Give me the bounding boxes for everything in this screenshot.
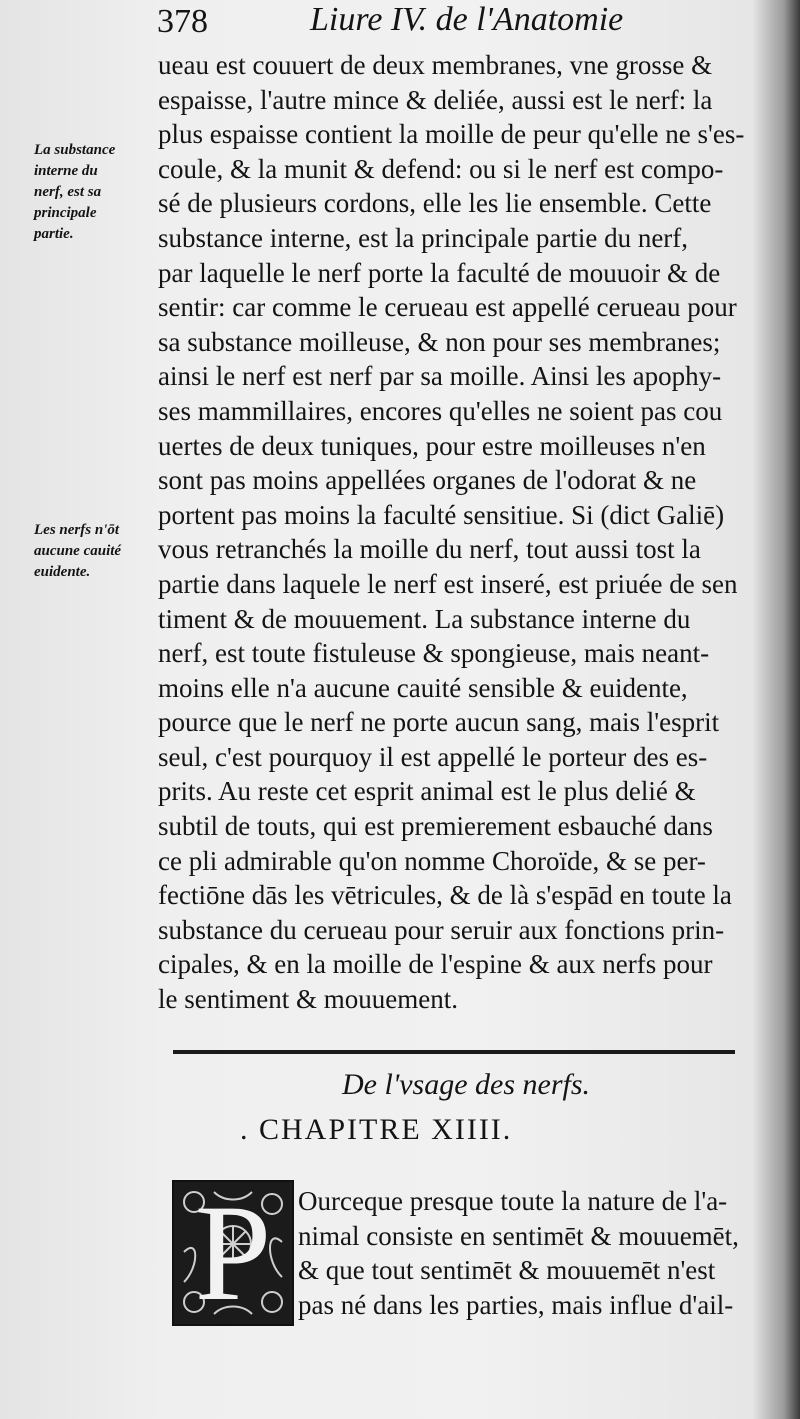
text-line: sa substance moilleuse, & non pour ses membranes; (158, 326, 721, 357)
body-text (158, 48, 768, 1017)
section-divider (173, 1050, 735, 1054)
decorated-initial (172, 1176, 294, 1329)
text-line: Ourceque presque toute la nature de l'a- (298, 1186, 728, 1216)
page-number: 378 (157, 3, 208, 40)
text-line: par laquelle le nerf porte la faculté de mouuoir & de (158, 257, 721, 288)
text-line: nerf, est toute fistuleuse & spongieuse, mais neant- (158, 638, 710, 669)
text-line: prits. Au reste cet esprit animal est le plus delié & (158, 776, 696, 807)
margin-note-substance (34, 140, 115, 245)
text-line: plus espaisse contient la moille de peur qu'elle ne s'es- (158, 119, 745, 150)
margin-note-line: La substance (34, 142, 116, 158)
text-line: & que tout sentimēt & mouuemēt n'est (298, 1255, 716, 1286)
running-title: Liure IV. de l'Anatomie (310, 1, 624, 38)
page-header (0, 0, 800, 44)
text-line: sont pas moins appellées organes de l'odorat & ne (158, 465, 697, 496)
section-title: De l'vsage des nerfs. (342, 1068, 591, 1101)
text-line: le sentiment & mouuement. (158, 984, 458, 1015)
margin-note-line: nerf, est sa (34, 184, 102, 200)
text-line: timent & de mouuement. La substance interne du (158, 603, 691, 634)
text-line: pource que le nerf ne porte aucun sang, mais l'esprit (158, 707, 720, 738)
chapter-text (298, 1184, 778, 1322)
text-line: nimal consiste en sentimēt & mouuemēt, (298, 1220, 739, 1251)
margin-note-line: Les nerfs n'ōt (34, 522, 120, 538)
text-line: seul, c'est pourquoy il est appellé le porteur des es- (158, 741, 708, 772)
text-line: ses mammillaires, encores qu'elles ne soient pas cou (158, 395, 723, 426)
margin-note-nerfs (34, 520, 121, 583)
margin-note-line: interne du (34, 163, 98, 179)
text-line: substance interne, est la principale partie du nerf, (158, 222, 689, 253)
text-line: moins elle n'a aucune cauité sensible & euidente, (158, 672, 688, 703)
margin-note-line: principale (34, 205, 97, 221)
margin-note-line: euidente. (34, 564, 91, 580)
text-line: subtil de touts, qui est premierement esbauché dans (158, 811, 713, 842)
initial-letter: P (194, 1176, 272, 1329)
text-line: cipales, & en la moille de l'espine & aux nerfs pour (158, 949, 713, 980)
margin-note-line: partie. (34, 226, 74, 242)
text-line: partie dans laquele le nerf est inseré, est priuée de sen (158, 568, 738, 599)
chapter-title: . CHAPITRE XIIII. (240, 1113, 513, 1146)
text-line: fectiōne dās les vētricules, & de là s'espād en toute la (158, 880, 732, 911)
text-line: ce pli admirable qu'on nomme Choroïde, & se per- (158, 845, 706, 876)
text-line: espaisse, l'autre mince & deliée, aussi est le nerf: la (158, 84, 713, 115)
margin-note-line: aucune cauité (34, 543, 122, 559)
text-line: ueau est couuert de deux membranes, vne grosse & (158, 50, 713, 80)
text-line: pas né dans les parties, mais influe d'ail- (298, 1289, 734, 1320)
text-line: substance du cerueau pour seruir aux fonctions prin- (158, 914, 725, 945)
text-line: ainsi le nerf est nerf par sa moille. Ainsi les apophy- (158, 361, 722, 392)
text-line: sentir: car comme le cerueau est appellé cerueau pour (158, 292, 737, 323)
text-line: vous retranchés la moille du nerf, tout aussi tost la (158, 534, 701, 565)
text-line: coule, & la munit & defend: ou si le nerf est compo- (158, 153, 724, 184)
text-line: portent pas moins la faculté sensitiue. Si (dict Galiē) (158, 499, 725, 530)
text-line: sé de plusieurs cordons, elle les lie ensemble. Cette (158, 188, 712, 219)
text-line: uertes de deux tuniques, pour estre moilleuses n'en (158, 430, 706, 461)
